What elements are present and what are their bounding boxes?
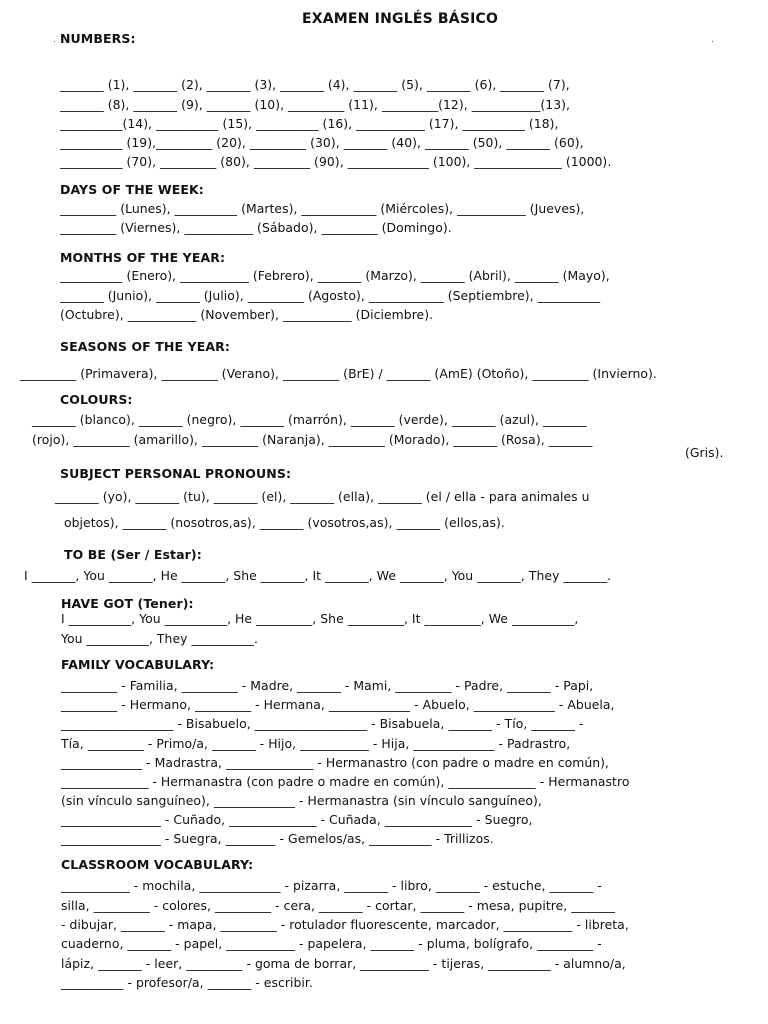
numbers-line[interactable]: _______ (8), _______ (9), _______ (10), _________ (11), _________(12), ___________(13), xyxy=(60,97,571,112)
numbers-heading: NUMBERS: xyxy=(60,31,136,46)
months-line[interactable]: (Octubre), ___________ (November), ___________ (Diciembre). xyxy=(60,307,434,322)
family-line[interactable]: _____________ - Madrastra, ______________ - Hermanastro (con padre o madre en común), xyxy=(61,755,610,770)
family-line[interactable]: Tía, _________ - Primo/a, _______ - Hijo, ___________ - Hija, _____________ - Padrastro, xyxy=(61,736,571,751)
colours-line[interactable]: _______ (blanco), _______ (negro), _______ (marrón), _______ (verde), _______ (azul), _______ xyxy=(32,412,587,427)
days-line[interactable]: _________ (Lunes), __________ (Martes), ____________ (Miércoles), ___________ (Jueves), xyxy=(60,201,585,216)
family-line[interactable]: __________________ - Bisabuelo, __________________ - Bisabuela, _______ - Tío, _______ - xyxy=(61,716,584,731)
colours-line[interactable]: (Gris). xyxy=(685,445,724,460)
classroom-line[interactable]: __________ - profesor/a, _______ - escribir. xyxy=(61,975,313,990)
days-heading: DAYS OF THE WEEK: xyxy=(60,182,204,197)
page-title: EXAMEN INGLÉS BÁSICO xyxy=(302,11,499,27)
classroom-line[interactable]: ___________ - mochila, _____________ - pizarra, _______ - libro, _______ - estuche, _______ - xyxy=(61,878,602,893)
numbers-line[interactable]: __________ (19),_________ (20), _________ (30), _______ (40), _______ (50), _______ (60), xyxy=(60,135,584,150)
pronouns-heading: SUBJECT PERSONAL PRONOUNS: xyxy=(60,466,292,481)
days-line[interactable]: _________ (Viernes), ___________ (Sábado), _________ (Domingo). xyxy=(60,220,452,235)
classroom-line[interactable]: silla, _________ - colores, _________ - cera, _______ - cortar, _______ - mesa, pupitre, _______ xyxy=(61,898,615,913)
family-line[interactable]: ________________ - Cuñado, ______________ - Cuñada, ______________ - Suegro, xyxy=(61,812,533,827)
classroom-line[interactable]: lápiz, _______ - leer, _________ - goma de borrar, ___________ - tijeras, __________ - alumno/a, xyxy=(61,956,626,971)
family-line[interactable]: _________ - Hermano, _________ - Hermana, _____________ - Abuelo, _____________ - Abuela, xyxy=(61,697,615,712)
to-be-line[interactable]: I _______, You _______, He _______, She _______, It _______, We _______, You _______, They _______. xyxy=(24,568,612,583)
have-got-line[interactable]: I __________, You __________, He _________, She _________, It _________, We __________, xyxy=(61,611,579,626)
stray-dot-left: . xyxy=(53,35,56,45)
numbers-line[interactable]: __________(14), __________ (15), __________ (16), ___________ (17), __________ (18), xyxy=(60,116,559,131)
numbers-line[interactable]: __________ (70), _________ (80), _________ (90), _____________ (100), ______________ (1000). xyxy=(60,154,612,169)
months-line[interactable]: __________ (Enero), ___________ (Febrero), _______ (Marzo), _______ (Abril), _______ (Mayo), xyxy=(60,268,610,283)
stray-dot-right: . xyxy=(711,35,714,45)
seasons-heading: SEASONS OF THE YEAR: xyxy=(60,339,230,354)
seasons-line[interactable]: _________ (Primavera), _________ (Verano), _________ (BrE) / _______ (AmE) (Otoño), _________ (Invierno). xyxy=(20,366,657,381)
classroom-line[interactable]: - dibujar, _______ - mapa, _________ - rotulador fluorescente, marcador, ___________ - libreta, xyxy=(61,917,629,932)
to-be-heading: TO BE (Ser / Estar): xyxy=(64,547,202,562)
colours-line[interactable]: (rojo), _________ (amarillo), _________ (Naranja), _________ (Morado), _______ (Rosa), _______ xyxy=(32,432,593,447)
pronouns-line[interactable]: objetos), _______ (nosotros,as), _______ (vosotros,as), _______ (ellos,as). xyxy=(64,515,505,530)
have-got-line[interactable]: You __________, They __________. xyxy=(61,631,258,646)
have-got-heading: HAVE GOT (Tener): xyxy=(61,596,194,611)
pronouns-line[interactable]: _______ (yo), _______ (tu), _______ (el), _______ (ella), _______ (el / ella - para animales u xyxy=(55,489,590,504)
family-line[interactable]: ________________ - Suegra, ________ - Gemelos/as, __________ - Trillizos. xyxy=(61,831,494,846)
months-line[interactable]: _______ (Junio), _______ (Julio), _________ (Agosto), ____________ (Septiembre), __________ xyxy=(60,288,601,303)
colours-heading: COLOURS: xyxy=(60,392,133,407)
classroom-heading: CLASSROOM VOCABULARY: xyxy=(61,857,254,872)
family-heading: FAMILY VOCABULARY: xyxy=(61,657,215,672)
family-line[interactable]: ______________ - Hermanastra (con padre o madre en común), ______________ - Hermanastro xyxy=(61,774,630,789)
family-line[interactable]: _________ - Familia, _________ - Madre, _______ - Mami, _________ - Padre, _______ - Papi, xyxy=(61,678,594,693)
months-heading: MONTHS OF THE YEAR: xyxy=(60,250,226,265)
family-line[interactable]: (sin vínculo sanguíneo), _____________ - Hermanastra (sin vínculo sanguíneo), xyxy=(61,793,542,808)
numbers-line[interactable]: _______ (1), _______ (2), _______ (3), _______ (4), _______ (5), _______ (6), _______ (7), xyxy=(60,77,570,92)
classroom-line[interactable]: cuaderno, _______ - papel, ___________ - papelera, _______ - pluma, bolígrafo, _________ - xyxy=(61,936,602,951)
